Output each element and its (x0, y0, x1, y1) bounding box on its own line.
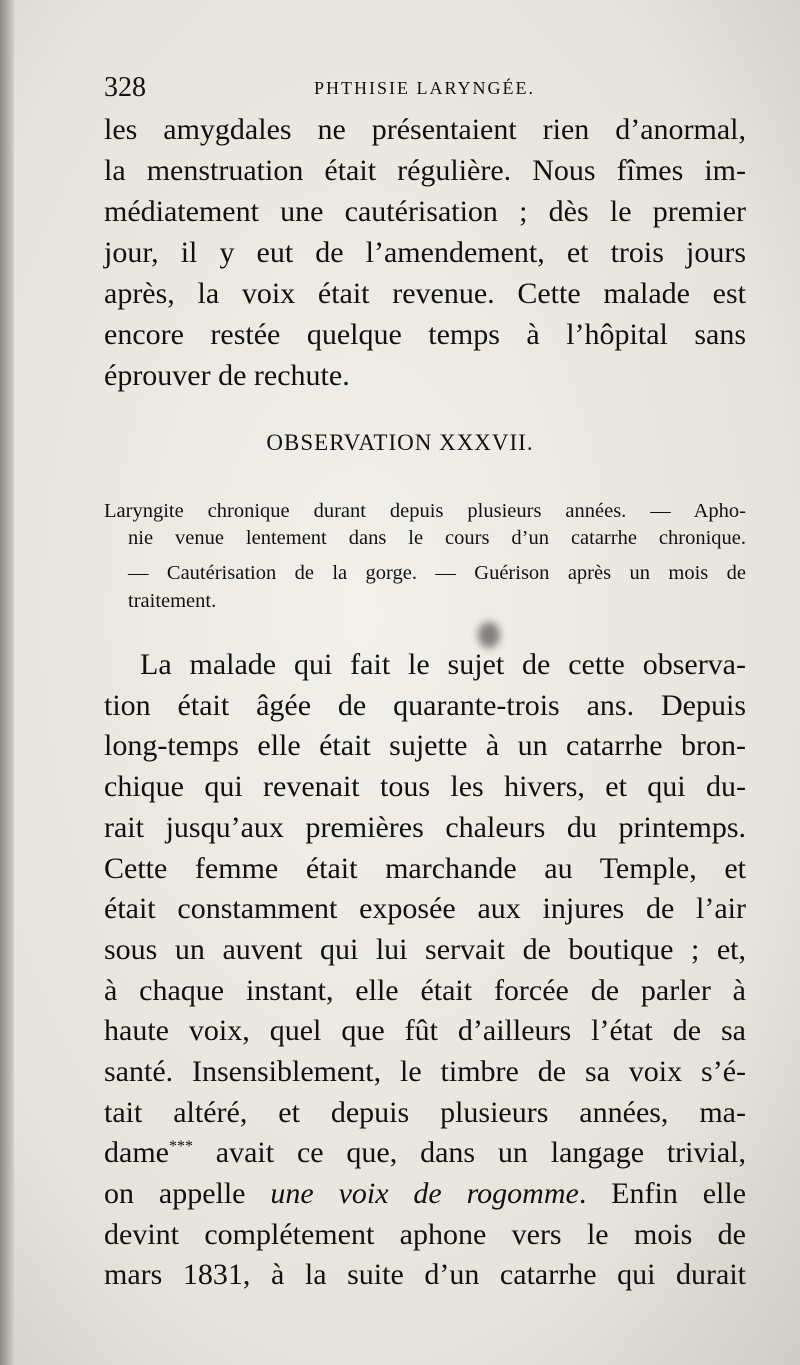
summary-line: nie venue lentement dans le cours d’un catarrhe chronique. (128, 527, 746, 549)
text-line: La malade qui fait le sujet de cette observa- (140, 648, 746, 681)
text-line: haute voix, quel que fût d’ailleurs l’état de sa (104, 1014, 746, 1047)
text-line: la menstruation était régulière. Nous fîmes im- (104, 154, 746, 187)
running-head: PHTHISIE LARYNGÉE. (314, 78, 535, 98)
page-number: 328 (104, 72, 146, 103)
page-header (104, 72, 744, 106)
text-line: était constamment exposée aux injures de l’air (104, 892, 746, 925)
asterisk-mark: *** (168, 1138, 193, 1155)
text-line: devint complétement aphone vers le mois de (104, 1218, 746, 1251)
observation-title: OBSERVATION XXXVII. (266, 430, 534, 455)
text-line: chique qui revenait tous les hivers, et qui du- (104, 770, 746, 803)
text-line: médiatement une cautérisation ; dès le premier (104, 195, 746, 228)
text-line: long-temps elle était sujette à un catarrhe bron- (104, 729, 746, 762)
italic-phrase: une voix de rogomme (270, 1177, 579, 1210)
text-segment: avait ce que, dans un langage trivial, (192, 1136, 746, 1169)
text-line: encore restée quelque temps à l’hôpital sans (104, 318, 746, 351)
text-line (104, 1133, 746, 1173)
text-line: à chaque instant, elle était forcée de parler à (104, 974, 746, 1007)
summary-line: — Cautérisation de la gorge. — Guérison après un mois de (128, 562, 746, 584)
text-line: jour, il y eut de l’amendement, et trois jours (104, 236, 746, 269)
summary-line: Laryngite chronique durant depuis plusieurs années. — Apho- (104, 500, 746, 522)
binding-gutter (0, 0, 14, 1365)
text-line: Cette femme était marchande au Temple, et (104, 852, 746, 885)
text-segment: dame (104, 1136, 169, 1169)
text-line: tion était âgée de quarante-trois ans. Depuis (104, 689, 746, 722)
text-line: éprouver de rechute. (104, 359, 350, 392)
summary-line: traitement. (128, 590, 217, 612)
text-line: rait jusqu’aux premières chaleurs du printemps. (104, 811, 746, 844)
text-line: tait altéré, et depuis plusieurs années, ma- (104, 1096, 746, 1129)
text-line: sous un auvent qui lui servait de boutique ; et, (104, 933, 746, 966)
text-segment: . Enfin elle (578, 1177, 747, 1210)
text-line: santé. Insensiblement, le timbre de sa voix s’é- (104, 1055, 746, 1088)
text-line: mars 1831, à la suite d’un catarrhe qui durait (104, 1258, 746, 1291)
text-line: les amygdales ne présentaient rien d’anormal, (104, 113, 746, 146)
text-line (104, 1174, 746, 1214)
text-line: après, la voix était revenue. Cette malade est (104, 277, 746, 310)
text-segment: on appelle (104, 1177, 271, 1210)
